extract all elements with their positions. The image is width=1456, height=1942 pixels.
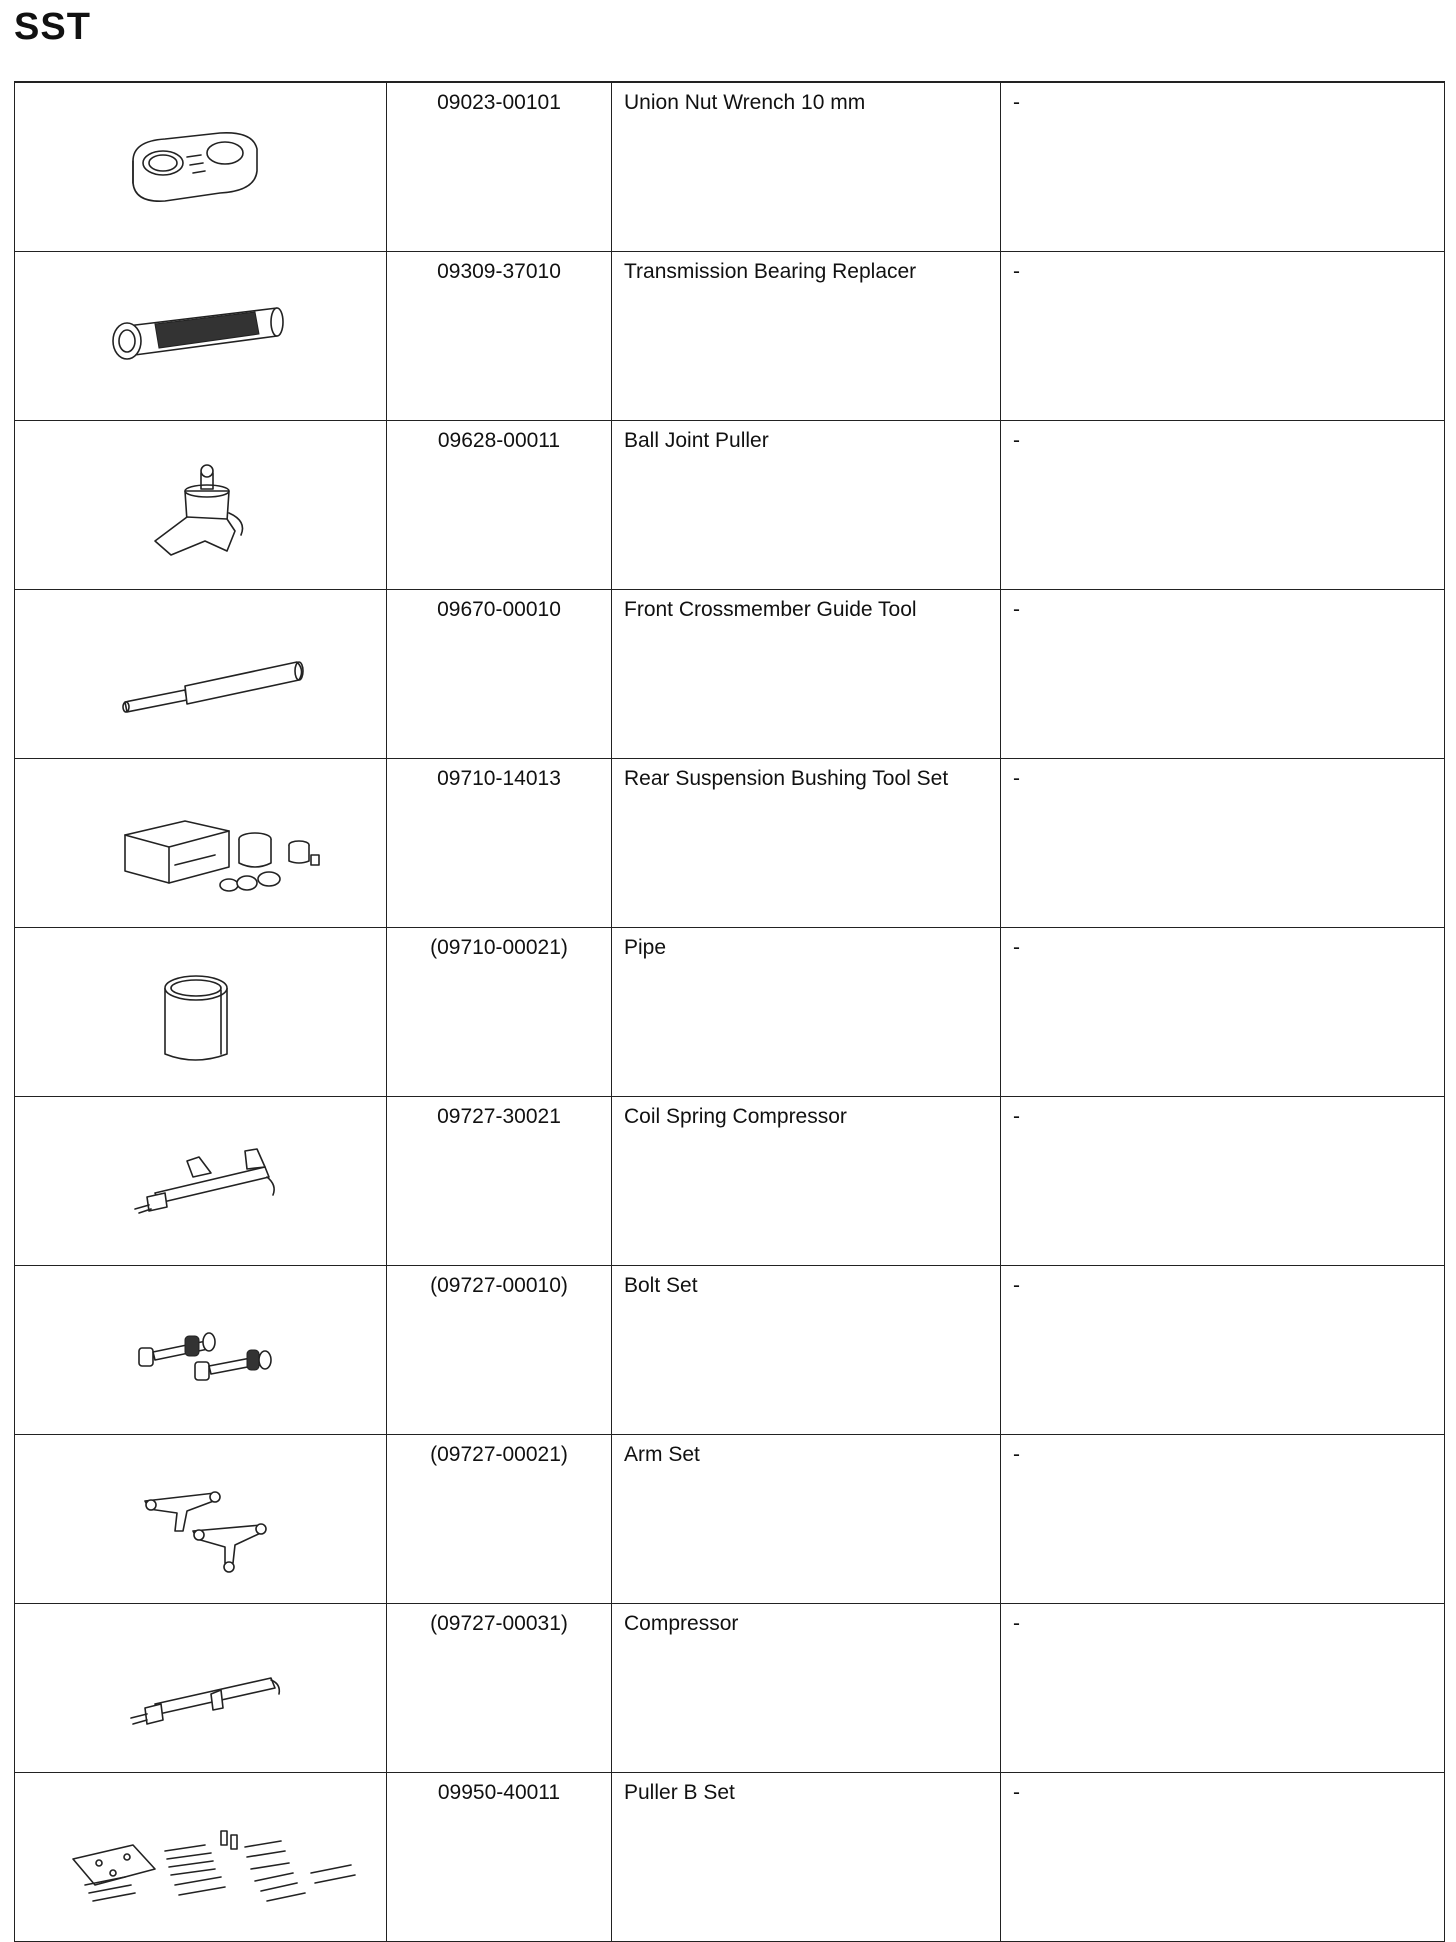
bushing-tool-set-icon (15, 759, 387, 919)
tool-name: Bolt Set (612, 1266, 1001, 1435)
page-title: SST (14, 6, 91, 48)
table-row (15, 1604, 1445, 1773)
tool-name: Arm Set (612, 1435, 1001, 1604)
ball-joint-puller-icon (15, 421, 387, 581)
tool-image-cell (15, 928, 387, 1097)
table-row (15, 1097, 1445, 1266)
part-number: 09950-40011 (387, 1773, 612, 1942)
tool-name: Rear Suspension Bushing Tool Set (612, 759, 1001, 928)
tool-note: - (1001, 421, 1445, 590)
sst-table (14, 81, 1445, 1942)
table-row (15, 252, 1445, 421)
tool-note: - (1001, 928, 1445, 1097)
tool-image-cell (15, 82, 387, 252)
tool-name: Front Crossmember Guide Tool (612, 590, 1001, 759)
tool-image-cell (15, 1435, 387, 1604)
part-number: 09023-00101 (387, 82, 612, 252)
part-number: (09727-00031) (387, 1604, 612, 1773)
tool-image-cell (15, 1266, 387, 1435)
tool-name: Compressor (612, 1604, 1001, 1773)
tool-image-cell (15, 759, 387, 928)
tool-name: Puller B Set (612, 1773, 1001, 1942)
tool-name: Ball Joint Puller (612, 421, 1001, 590)
tool-note: - (1001, 82, 1445, 252)
tool-image-cell (15, 1097, 387, 1266)
tool-note: - (1001, 1097, 1445, 1266)
part-number: 09628-00011 (387, 421, 612, 590)
part-number: 09727-30021 (387, 1097, 612, 1266)
tool-note: - (1001, 252, 1445, 421)
tool-note: - (1001, 1604, 1445, 1773)
coil-spring-compressor-icon (15, 1097, 387, 1257)
table-row (15, 928, 1445, 1097)
puller-set-icon (15, 1773, 387, 1933)
table-row (15, 1266, 1445, 1435)
table-row (15, 82, 1445, 252)
tool-note: - (1001, 1773, 1445, 1942)
tool-name: Transmission Bearing Replacer (612, 252, 1001, 421)
bearing-replacer-icon (15, 252, 387, 412)
tool-note: - (1001, 590, 1445, 759)
pipe-icon (15, 928, 387, 1088)
part-number: (09710-00021) (387, 928, 612, 1097)
table-row (15, 421, 1445, 590)
tool-name: Pipe (612, 928, 1001, 1097)
tool-note: - (1001, 759, 1445, 928)
tool-image-cell (15, 252, 387, 421)
tool-image-cell (15, 590, 387, 759)
part-number: (09727-00021) (387, 1435, 612, 1604)
tool-image-cell (15, 1773, 387, 1942)
guide-tool-icon (15, 590, 387, 750)
tool-note: - (1001, 1435, 1445, 1604)
table-row (15, 1435, 1445, 1604)
part-number: (09727-00010) (387, 1266, 612, 1435)
table-row (15, 590, 1445, 759)
part-number: 09670-00010 (387, 590, 612, 759)
tool-image-cell (15, 421, 387, 590)
bolt-set-icon (15, 1266, 387, 1426)
table-row (15, 1773, 1445, 1942)
part-number: 09710-14013 (387, 759, 612, 928)
union-nut-wrench-icon (15, 83, 387, 243)
tool-name: Union Nut Wrench 10 mm (612, 82, 1001, 252)
compressor-icon (15, 1604, 387, 1764)
table-row (15, 759, 1445, 928)
part-number: 09309-37010 (387, 252, 612, 421)
tool-image-cell (15, 1604, 387, 1773)
tool-name: Coil Spring Compressor (612, 1097, 1001, 1266)
tool-note: - (1001, 1266, 1445, 1435)
arm-set-icon (15, 1435, 387, 1595)
